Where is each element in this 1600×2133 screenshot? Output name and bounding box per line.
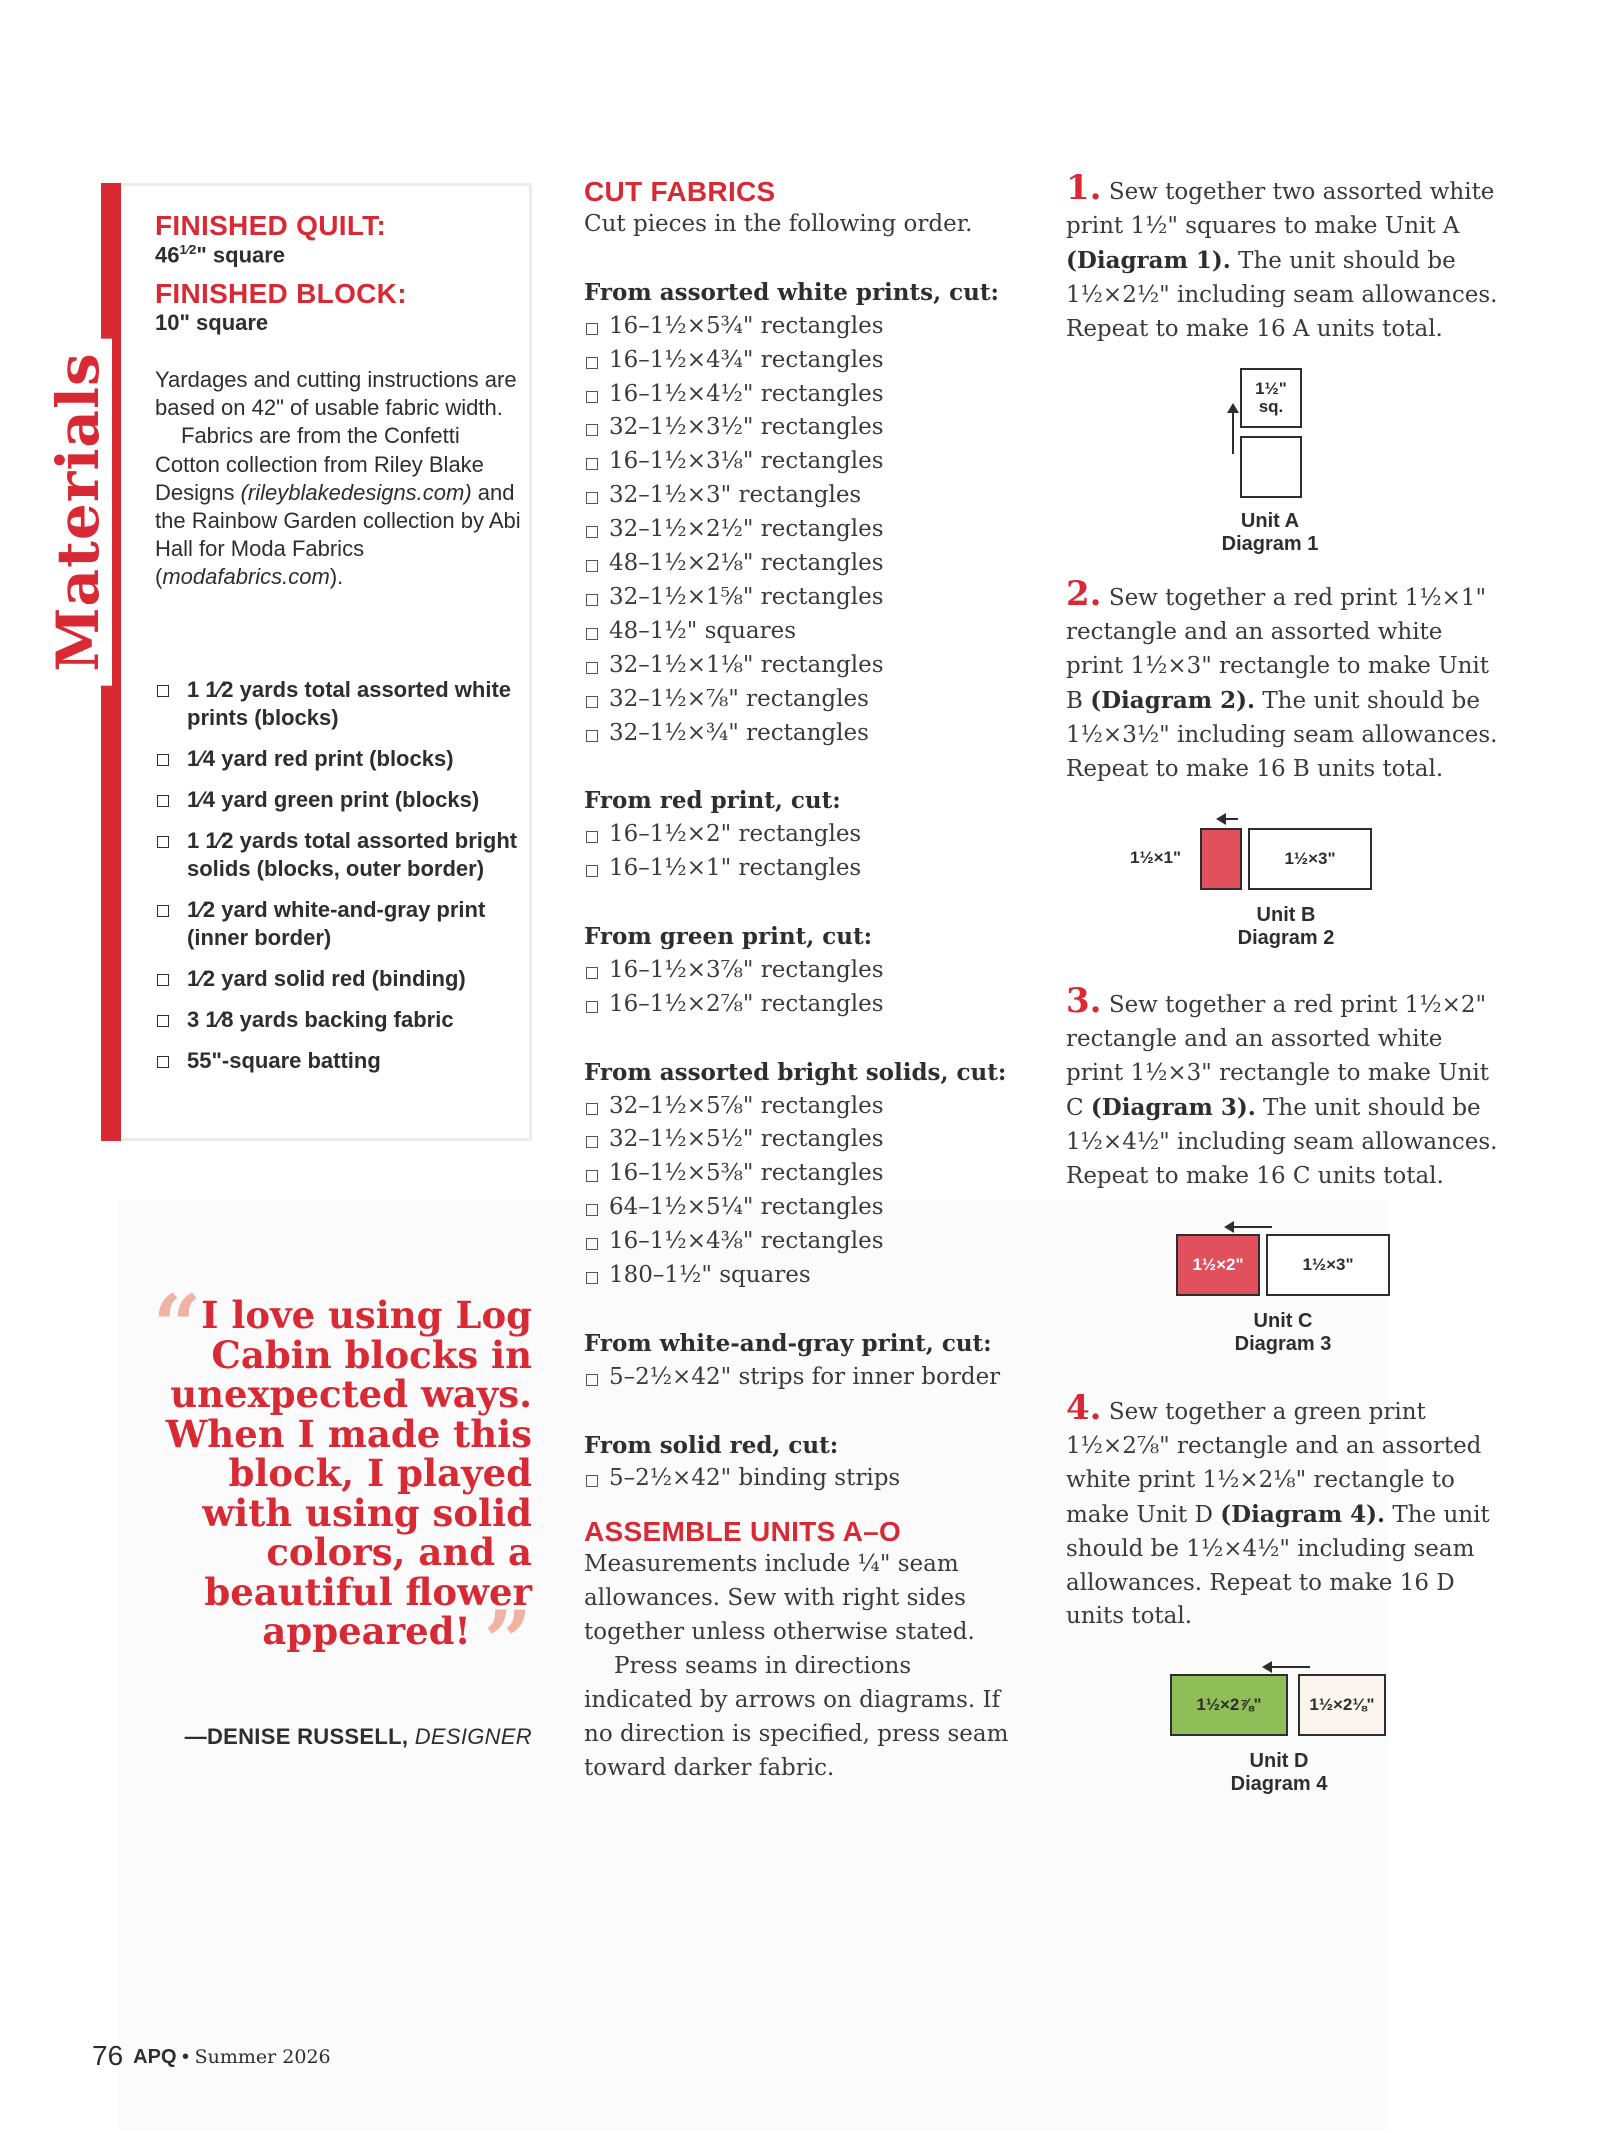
close-quote-mark: ”	[483, 1591, 532, 1691]
materials-item-text: 3 1⁄8 yards backing fabric	[187, 1007, 454, 1032]
cut-group-title: From assorted bright solids, cut:	[584, 1058, 1007, 1086]
materials-item-text: 1⁄4 yard red print (blocks)	[187, 746, 454, 771]
yardage-note: Yardages and cutting instructions are based on 42" of usable fabric width.	[155, 367, 517, 421]
cut-item-text: 16–1½×2⅞" rectangles	[609, 990, 884, 1017]
cut-item-text: 16–1½×3⅛" rectangles	[609, 448, 884, 475]
cut-item-text: 16–1½×5⅜" rectangles	[609, 1160, 884, 1187]
checkbox-icon	[586, 1103, 598, 1115]
cut-list	[584, 1462, 1024, 1496]
checkbox-icon	[586, 1238, 598, 1250]
cut-item	[584, 683, 1024, 717]
diagram-2-label: Unit B Diagram 2	[1237, 904, 1335, 949]
step-1: 1. Sew together two assorted white print 1½" squares to make Unit A (Diagram 1). The unit should be 1½×2½" including seam allowances. Repeat to make 16 A units total.	[1066, 168, 1498, 342]
materials-item	[155, 965, 525, 993]
cut-item	[584, 1462, 1024, 1496]
checkbox-icon	[586, 967, 598, 979]
press-arrow-left-icon	[1270, 1666, 1310, 1668]
cut-group-title: From assorted white prints, cut:	[584, 278, 999, 306]
cut-item	[584, 954, 1024, 988]
checkbox-icon	[586, 492, 598, 504]
cut-item-text: 180–1½" squares	[609, 1262, 811, 1289]
cut-item-text: 32–1½×1⅝" rectangles	[609, 583, 884, 610]
cut-item-text: 5–2½×42" binding strips	[609, 1465, 901, 1492]
cut-item	[584, 818, 1024, 852]
spacer	[584, 242, 1024, 276]
finished-block-value: 10" square	[155, 310, 269, 335]
cut-item	[584, 1157, 1024, 1191]
checkbox-icon	[586, 391, 598, 403]
cut-item-text: 32–1½×5⅞" rectangles	[609, 1092, 884, 1119]
checkbox-icon	[586, 357, 598, 369]
checkbox-icon	[586, 323, 598, 335]
magazine-name: APQ	[133, 2046, 177, 2068]
checkbox-icon	[586, 1475, 598, 1487]
spacer	[584, 886, 1024, 920]
cut-group-title: From white-and-gray print, cut:	[584, 1329, 992, 1357]
checkbox-icon	[586, 628, 598, 640]
checkbox-icon	[586, 560, 598, 572]
spacer	[584, 1293, 1024, 1327]
cut-item	[584, 547, 1024, 581]
materials-item-text: 1⁄2 yard white-and-gray print (inner border)	[187, 897, 486, 950]
cut-item-text: 32–1½×1⅛" rectangles	[609, 651, 884, 678]
materials-item	[155, 827, 525, 883]
checkbox-icon	[586, 696, 598, 708]
materials-item-text: 1 1⁄2 yards total assorted white prints (blocks)	[187, 677, 512, 730]
cut-group-title: From solid red, cut:	[584, 1431, 839, 1459]
quote-text: I love using Log Cabin blocks in unexpected ways. When I made this block, I played with using solid colors, and a beautiful flower appeared!	[165, 1293, 532, 1653]
cut-group-title: From green print, cut:	[584, 922, 873, 950]
materials-item	[155, 745, 525, 773]
page-number: 76	[92, 2040, 124, 2071]
cut-item	[584, 988, 1024, 1022]
materials-item-text: 1⁄4 yard green print (blocks)	[187, 787, 480, 812]
diagram-3-label: Unit C Diagram 3	[1234, 1310, 1332, 1355]
cut-item	[584, 1123, 1024, 1157]
cut-item	[584, 852, 1024, 886]
materials-item	[155, 786, 525, 814]
cut-list	[584, 1361, 1024, 1395]
diagram-1-label: Unit A Diagram 1	[1221, 510, 1319, 555]
checkbox-icon	[586, 1374, 598, 1386]
cut-item	[584, 1090, 1024, 1124]
cut-fabrics-column	[584, 176, 1024, 1786]
checkbox-icon	[157, 836, 169, 848]
checkbox-icon	[586, 1170, 598, 1182]
materials-title-text: Materials	[44, 338, 112, 685]
unit-b-red-rect	[1200, 828, 1242, 890]
step-2: 2. Sew together a red print 1½×1" rectangle and an assorted white print 1½×3" rectangle to make Unit B (Diagram 2). The unit should be 1½×3½" including seam allowances. Repeat to make 16 B units total.	[1066, 574, 1498, 782]
checkbox-icon	[586, 1001, 598, 1013]
unit-d-green-rect: 1½×2⅞"	[1170, 1674, 1288, 1736]
materials-item	[155, 1047, 525, 1075]
pull-quote	[150, 1275, 532, 1691]
cut-item	[584, 1259, 1024, 1293]
checkbox-icon	[157, 974, 169, 986]
footer-separator: •	[176, 2046, 195, 2068]
cut-group-title: From red print, cut:	[584, 787, 841, 815]
press-arrow-left-icon	[1232, 1226, 1272, 1228]
cut-item-text: 32–1½×2½" rectangles	[609, 516, 884, 543]
quote-attribution: —DENISE RUSSELL, DESIGNER	[184, 1724, 532, 1749]
cut-item-text: 16–1½×5¾" rectangles	[609, 312, 884, 339]
cut-item-text: 16–1½×3⅞" rectangles	[609, 956, 884, 983]
cut-item	[584, 479, 1024, 513]
press-arrow-left-icon	[1224, 818, 1238, 820]
issue-name: Summer 2026	[194, 2046, 331, 2068]
finished-quilt-label: FINISHED QUILT:	[155, 210, 387, 241]
cut-item	[584, 1225, 1024, 1259]
unit-b-white-rect: 1½×3"	[1248, 828, 1372, 890]
cut-item	[584, 344, 1024, 378]
materials-item	[155, 1006, 525, 1034]
cut-item	[584, 378, 1024, 412]
checkbox-icon	[586, 831, 598, 843]
rileyblake-link: (rileyblakedesigns.com)	[240, 479, 472, 505]
cut-item	[584, 717, 1024, 751]
unit-c-red-rect: 1½×2"	[1176, 1234, 1260, 1296]
cut-item-text: 16–1½×1" rectangles	[609, 855, 862, 882]
cut-item-text: 5–2½×42" strips for inner border	[609, 1363, 1001, 1390]
checkbox-icon	[157, 905, 169, 917]
spacer	[584, 1395, 1024, 1429]
checkbox-icon	[157, 795, 169, 807]
assemble-heading: ASSEMBLE UNITS A–O	[584, 1516, 902, 1548]
finished-block-label: FINISHED BLOCK:	[155, 278, 407, 309]
materials-item-text: 55"-square batting	[187, 1048, 381, 1073]
cut-fabrics-heading: CUT FABRICS	[584, 176, 776, 207]
cut-item-text: 32–1½×⅞" rectangles	[609, 685, 869, 712]
cut-item	[584, 649, 1024, 683]
fabric-source-note: Fabrics are from the Confetti Cotton collection from Riley Blake Designs (rileyblakedesigns.com) and the Rainbow Garden collection by Abi Hall for Moda Fabrics (modafabrics.com).	[155, 423, 521, 590]
cut-item-text: 32–1½×3" rectangles	[609, 482, 862, 509]
cut-item-text: 16–1½×4¾" rectangles	[609, 346, 884, 373]
assemble-para-1: Measurements include ¼" seam allowances. Sew with right sides together unless otherwise stated.	[584, 1551, 975, 1646]
press-arrow-up-icon	[1232, 412, 1234, 454]
checkbox-icon	[586, 662, 598, 674]
assemble-para-2: Press seams in directions indicated by arrows on diagrams. If no direction is specified, press seam toward darker fabric.	[584, 1653, 1009, 1781]
checkbox-icon	[586, 1272, 598, 1284]
cut-item	[584, 1361, 1024, 1395]
diagram-4-label: Unit D Diagram 4	[1230, 1750, 1328, 1795]
cut-intro: Cut pieces in the following order.	[584, 211, 973, 237]
materials-item	[155, 896, 525, 952]
cut-item	[584, 411, 1024, 445]
checkbox-icon	[157, 754, 169, 766]
checkbox-icon	[586, 424, 598, 436]
checkbox-icon	[586, 594, 598, 606]
checkbox-icon	[586, 1136, 598, 1148]
materials-list	[155, 676, 525, 1088]
cut-list	[584, 310, 1024, 751]
cut-item-text: 32–1½×3½" rectangles	[609, 414, 884, 441]
cut-item-text: 48–1½" squares	[609, 617, 797, 644]
checkbox-icon	[586, 730, 598, 742]
unit-c-white-rect: 1½×3"	[1266, 1234, 1390, 1296]
spacer	[584, 750, 1024, 784]
cut-groups	[584, 242, 1024, 1496]
cut-item	[584, 310, 1024, 344]
cut-item	[584, 1191, 1024, 1225]
materials-item	[155, 676, 525, 732]
step-3: 3. Sew together a red print 1½×2" rectangle and an assorted white print 1½×3" rectangle to make Unit C (Diagram 3). The unit should be 1½×4½" including seam allowances. Repeat to make 16 C units total.	[1066, 981, 1498, 1189]
checkbox-icon	[157, 685, 169, 697]
checkbox-icon	[586, 1204, 598, 1216]
unit-a-bottom-square	[1240, 436, 1302, 498]
checkbox-icon	[586, 458, 598, 470]
cut-list	[584, 954, 1024, 1022]
cut-item-text: 16–1½×4½" rectangles	[609, 380, 884, 407]
materials-item-text: 1⁄2 yard solid red (binding)	[187, 966, 466, 991]
cut-list	[584, 818, 1024, 886]
unit-b-red-label: 1½×1"	[1130, 848, 1182, 867]
step-4: 4. Sew together a green print 1½×2⅞" rectangle and an assorted white print 1½×2⅛" rectangle to make Unit D (Diagram 4). The unit should be 1½×4½" including seam allowances. Repeat to make 16 D units total.	[1066, 1388, 1490, 1630]
materials-intro	[155, 366, 525, 592]
spacer	[584, 1022, 1024, 1056]
checkbox-icon	[586, 526, 598, 538]
open-quote-mark: “	[152, 1275, 202, 1375]
cut-item-text: 16–1½×4⅜" rectangles	[609, 1228, 884, 1255]
finished-quilt-value: $46^{1⁄2}$" square	[155, 242, 286, 268]
unit-a-top-square: 1½" sq.	[1240, 368, 1302, 428]
checkbox-icon	[157, 1056, 169, 1068]
cut-item-text: 48–1½×2⅛" rectangles	[609, 550, 884, 577]
cut-list	[584, 1090, 1024, 1293]
cut-item-text: 64–1½×5¼" rectangles	[609, 1194, 884, 1221]
page-footer	[92, 2040, 331, 2072]
moda-link: modafabrics.com	[162, 564, 330, 590]
materials-item-text: 1 1⁄2 yards total assorted bright solids (blocks, outer border)	[187, 828, 518, 881]
cut-item-text: 32–1½×5½" rectangles	[609, 1126, 884, 1153]
cut-item	[584, 513, 1024, 547]
cut-item-text: 16–1½×2" rectangles	[609, 821, 862, 848]
checkbox-icon	[157, 1015, 169, 1027]
cut-item-text: 32–1½×¾" rectangles	[609, 719, 869, 746]
unit-d-white-rect: 1½×2⅛"	[1298, 1674, 1386, 1736]
cut-item	[584, 581, 1024, 615]
checkbox-icon	[586, 865, 598, 877]
cut-item	[584, 615, 1024, 649]
cut-item	[584, 445, 1024, 479]
